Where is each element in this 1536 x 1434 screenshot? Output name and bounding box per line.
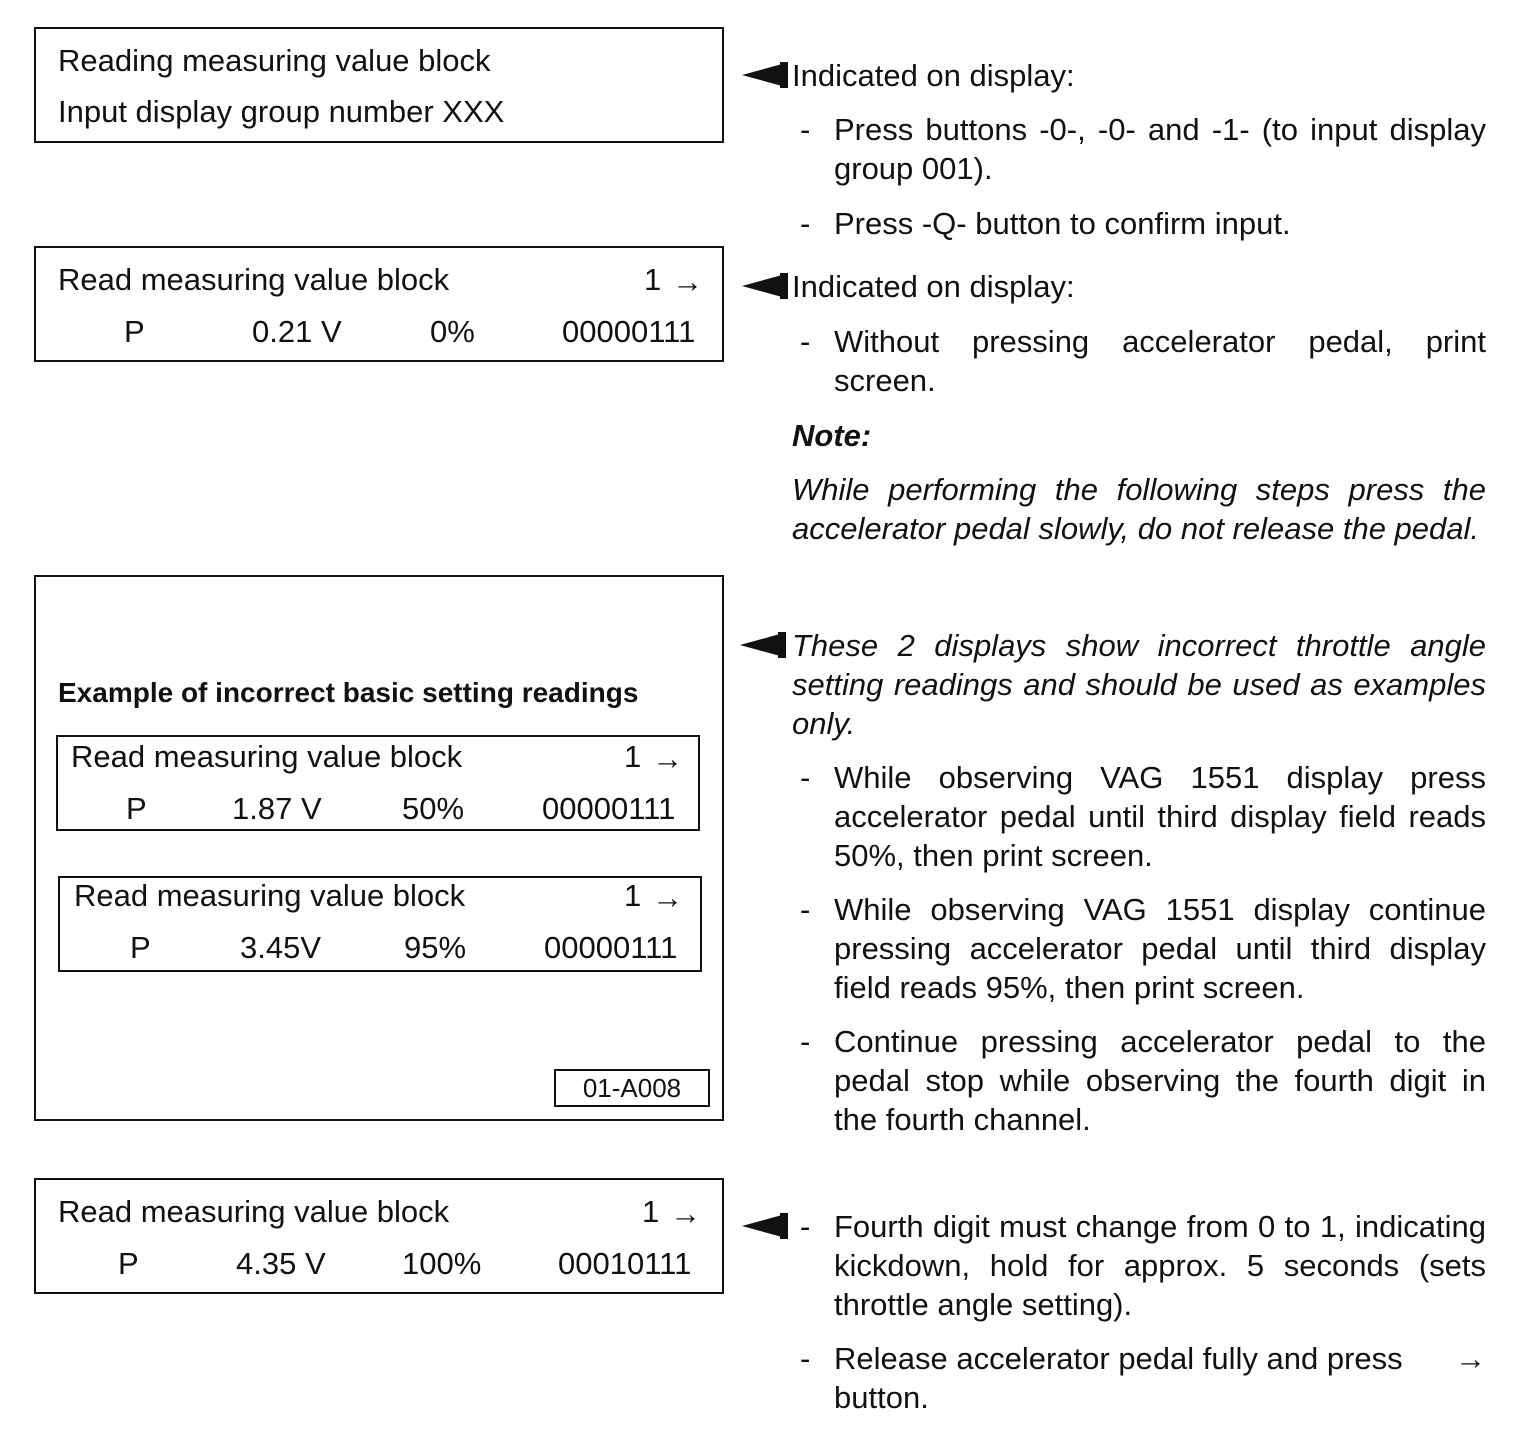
display-field-bits: 00000111 (562, 314, 696, 349)
display-title: Read measuring value block (71, 739, 463, 774)
display-channel: 1 (624, 739, 642, 774)
pointer-arrow-icon (742, 275, 782, 297)
display-title: Read measuring value block (74, 878, 466, 913)
display-field-p: P (124, 314, 145, 349)
display-field-voltage: 4.35 V (236, 1246, 326, 1281)
step-print-screen: Without pressing accelerator pedal, print screen. (834, 324, 1486, 398)
step-press-95: While observing VAG 1551 display continue pressing accelerator pedal until third display field reads 95%, then print screen. (834, 892, 1486, 1005)
indicated-heading-2: Indicated on display: (792, 269, 1075, 304)
step-kickdown: Fourth digit must change from 0 to 1, indicating kickdown, hold for approx. 5 seconds (sets throttle angle setting). (834, 1209, 1486, 1322)
figure-code: 01-A008 (554, 1069, 710, 1107)
bullet-dash: - (800, 1209, 811, 1244)
display-channel: 1 (644, 262, 662, 297)
pointer-arrow-icon (740, 634, 780, 656)
example-display-50 (56, 735, 700, 831)
bullet-dash: - (800, 760, 811, 795)
display-reading-block (34, 27, 724, 143)
display-field-p: P (126, 791, 147, 826)
display-field-percent: 95% (404, 930, 467, 965)
examples-note: These 2 displays show incorrect throttle angle setting readings and should be used as examples only. (792, 628, 1486, 741)
display-title: Read measuring value block (58, 262, 450, 297)
step-press-50: While observing VAG 1551 display press accelerator pedal until third display field reads 50%, then print screen. (834, 760, 1486, 873)
arrow-right-icon: → (670, 1196, 701, 1231)
display-channel: 1 (624, 878, 642, 913)
pointer-arrow-icon (742, 1215, 782, 1237)
display-read-block-idle (34, 246, 724, 362)
display-field-percent: 50% (402, 791, 465, 826)
release-text: Release accelerator pedal fully and press (834, 1341, 1403, 1376)
example-display-95 (58, 876, 702, 972)
bullet-dash: - (800, 324, 811, 359)
arrow-right-icon: → (652, 880, 683, 915)
step-pedal-stop: Continue pressing accelerator pedal to the pedal stop while observing the fourth digit in the fourth channel. (834, 1024, 1486, 1137)
display-field-bits: 00010111 (558, 1246, 692, 1281)
release-text-end: button. (834, 1380, 929, 1415)
display-field-percent: 100% (402, 1246, 482, 1281)
display-field-voltage: 3.45V (240, 930, 322, 965)
arrow-right-icon: → (652, 741, 683, 776)
display-read-block-kickdown (34, 1178, 724, 1294)
display-line-2: Input display group number XXX (58, 94, 505, 129)
display-line-1: Reading measuring value block (58, 43, 491, 78)
pointer-arrow-icon (742, 64, 782, 86)
display-channel: 1 (642, 1194, 660, 1229)
display-field-p: P (130, 930, 151, 965)
arrow-right-icon: → (672, 264, 703, 299)
example-heading: Example of incorrect basic setting readings (58, 677, 639, 708)
bullet-dash: - (800, 1024, 811, 1059)
step-press-buttons: Press buttons -0-, -0- and -1- (to input display group 001). (834, 112, 1486, 186)
note-text: While performing the following steps press the accelerator pedal slowly, do not release the pedal. (792, 472, 1486, 546)
example-panel (34, 575, 724, 1121)
display-title: Read measuring value block (58, 1194, 450, 1229)
display-field-voltage: 1.87 V (232, 791, 322, 826)
display-field-p: P (118, 1246, 139, 1281)
bullet-dash: - (800, 112, 811, 147)
indicated-heading-1: Indicated on display: (792, 58, 1075, 93)
bullet-dash: - (800, 206, 811, 241)
bullet-dash: - (800, 1341, 811, 1376)
display-field-bits: 00000111 (544, 930, 678, 965)
display-field-voltage: 0.21 V (252, 314, 342, 349)
step-confirm-input: Press -Q- button to confirm input. (834, 206, 1291, 241)
note-label: Note: (792, 418, 872, 453)
arrow-right-icon: → (1455, 1341, 1486, 1376)
bullet-dash: - (800, 892, 811, 927)
display-field-bits: 00000111 (542, 791, 676, 826)
step-release-pedal (834, 1339, 1486, 1417)
display-field-percent: 0% (430, 314, 475, 349)
